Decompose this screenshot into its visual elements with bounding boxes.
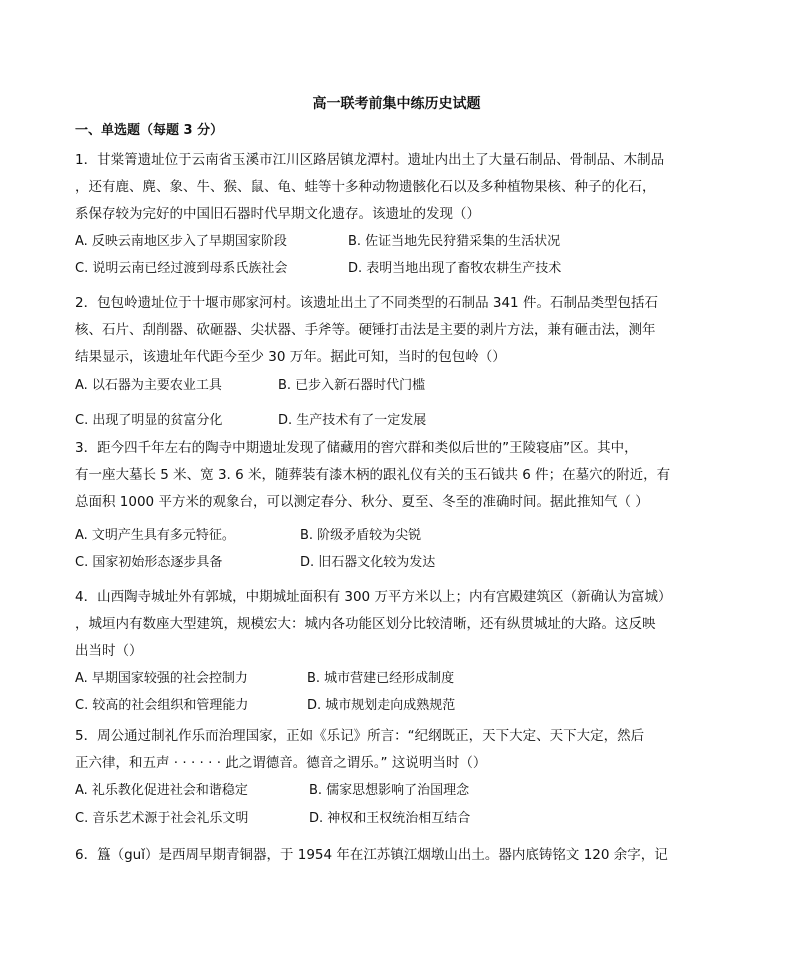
q5-option-a: A. 礼乐教化促进社会和谐稳定 xyxy=(75,783,248,798)
q5-option-c: C. 音乐艺术源于社会礼乐文明 xyxy=(75,811,249,826)
q5-option-b: B. 儒家思想影响了治国理念 xyxy=(309,783,470,798)
q2-option-d: D. 生产技术有了一定发展 xyxy=(278,413,427,428)
q4-option-d: D. 城市规划走向成熟规范 xyxy=(307,698,456,713)
q1-line-3: 系保存较为完好的中国旧石器时代早期文化遗存。该遗址的发现（） xyxy=(75,206,480,222)
q1-option-c: C. 说明云南已经过渡到母系氏族社会 xyxy=(75,261,288,276)
q4-line-3: 出当时（） xyxy=(75,643,143,659)
q1-option-a: A. 反映云南地区步入了早期国家阶段 xyxy=(75,234,287,249)
q3-option-a: A. 文明产生具有多元特征。 xyxy=(75,528,235,543)
q3-line-3: 总面积 1000 平方米的观象台，可以测定春分、秋分、夏至、冬至的准确时间。据此推知气（ ） xyxy=(75,494,649,510)
q5-line-2: 正六律，和五声 · · · · · · 此之谓德音。德音之谓乐。” 这说明当时（） xyxy=(75,755,487,771)
q5-option-d: D. 神权和王权统治相互结合 xyxy=(309,811,471,826)
q4-option-c: C. 较高的社会组织和管理能力 xyxy=(75,698,249,713)
section-heading: 一、单选题（每题 3 分） xyxy=(75,123,224,138)
q4-line-2: ，城垣内有数座大型建筑，规模宏大：城内各功能区划分比较清晰，还有纵贯城址的大路。这反映 xyxy=(75,616,656,632)
q2-line-3: 结果显示，该遗址年代距今至少 30 万年。据此可知，当时的包包岭（） xyxy=(75,349,506,365)
q4-option-a: A. 早期国家较强的社会控制力 xyxy=(75,671,248,686)
q4-option-b: B. 城市营建已经形成制度 xyxy=(307,671,455,686)
q1-option-d: D. 表明当地出现了畜牧农耕生产技术 xyxy=(348,261,562,276)
page-title: 高一联考前集中练历史试题 xyxy=(312,96,481,112)
q2-option-a: A. 以石器为主要农业工具 xyxy=(75,378,222,393)
q3-option-d: D. 旧石器文化较为发达 xyxy=(300,555,436,570)
q6-line-1: 6．簋（guǐ）是西周早期青铜器，于 1954 年在江苏镇江烟墩山出土。器内底铸铭文 120 余字，记 xyxy=(75,847,668,863)
q3-option-b: B. 阶级矛盾较为尖锐 xyxy=(300,528,422,543)
q4-line-1: 4．山西陶寺城址外有郭城，中期城址面积有 300 万平方米以上；内有宫殿建筑区（新确认为富城） xyxy=(75,589,672,605)
q3-option-c: C. 国家初始形态逐步具备 xyxy=(75,555,223,570)
q2-line-2: 核、石片、刮削器、砍砸器、尖状器、手斧等。硬锤打击法是主要的剥片方法，兼有砸击法，测年 xyxy=(75,322,656,338)
q3-line-2: 有一座大墓长 5 米、宽 3. 6 米，随葬装有漆木柄的跟礼仪有关的玉石钺共 6 件；在墓穴的附近，有 xyxy=(75,467,671,483)
q3-line-1: 3．距今四千年左右的陶寺中期遗址发现了储藏用的窖穴群和类似后世的”王陵寝庙”区。其中， xyxy=(75,440,638,456)
q1-line-2: ，还有鹿、麂、象、牛、猴、鼠、龟、蛙等十多种动物遗骸化石以及多种植物果核、种子的化石， xyxy=(75,179,656,195)
q2-line-1: 2．包包岭遗址位于十堰市郧家河村。该遗址出土了不同类型的石制品 341 件。石制品类型包括石 xyxy=(75,295,658,311)
q2-option-c: C. 出现了明显的贫富分化 xyxy=(75,413,223,428)
q1-option-b: B. 佐证当地先民狩猎采集的生活状况 xyxy=(348,234,561,249)
q2-option-b: B. 已步入新石器时代门槛 xyxy=(278,378,426,393)
q5-line-1: 5．周公通过制礼作乐而治理国家，正如《乐记》所言：“纪纲既正，天下大定、天下大定，然后 xyxy=(75,728,645,744)
q1-line-1: 1．甘棠箐遗址位于云南省玉溪市江川区路居镇龙潭村。遗址内出土了大量石制品、骨制品、木制品 xyxy=(75,152,665,168)
